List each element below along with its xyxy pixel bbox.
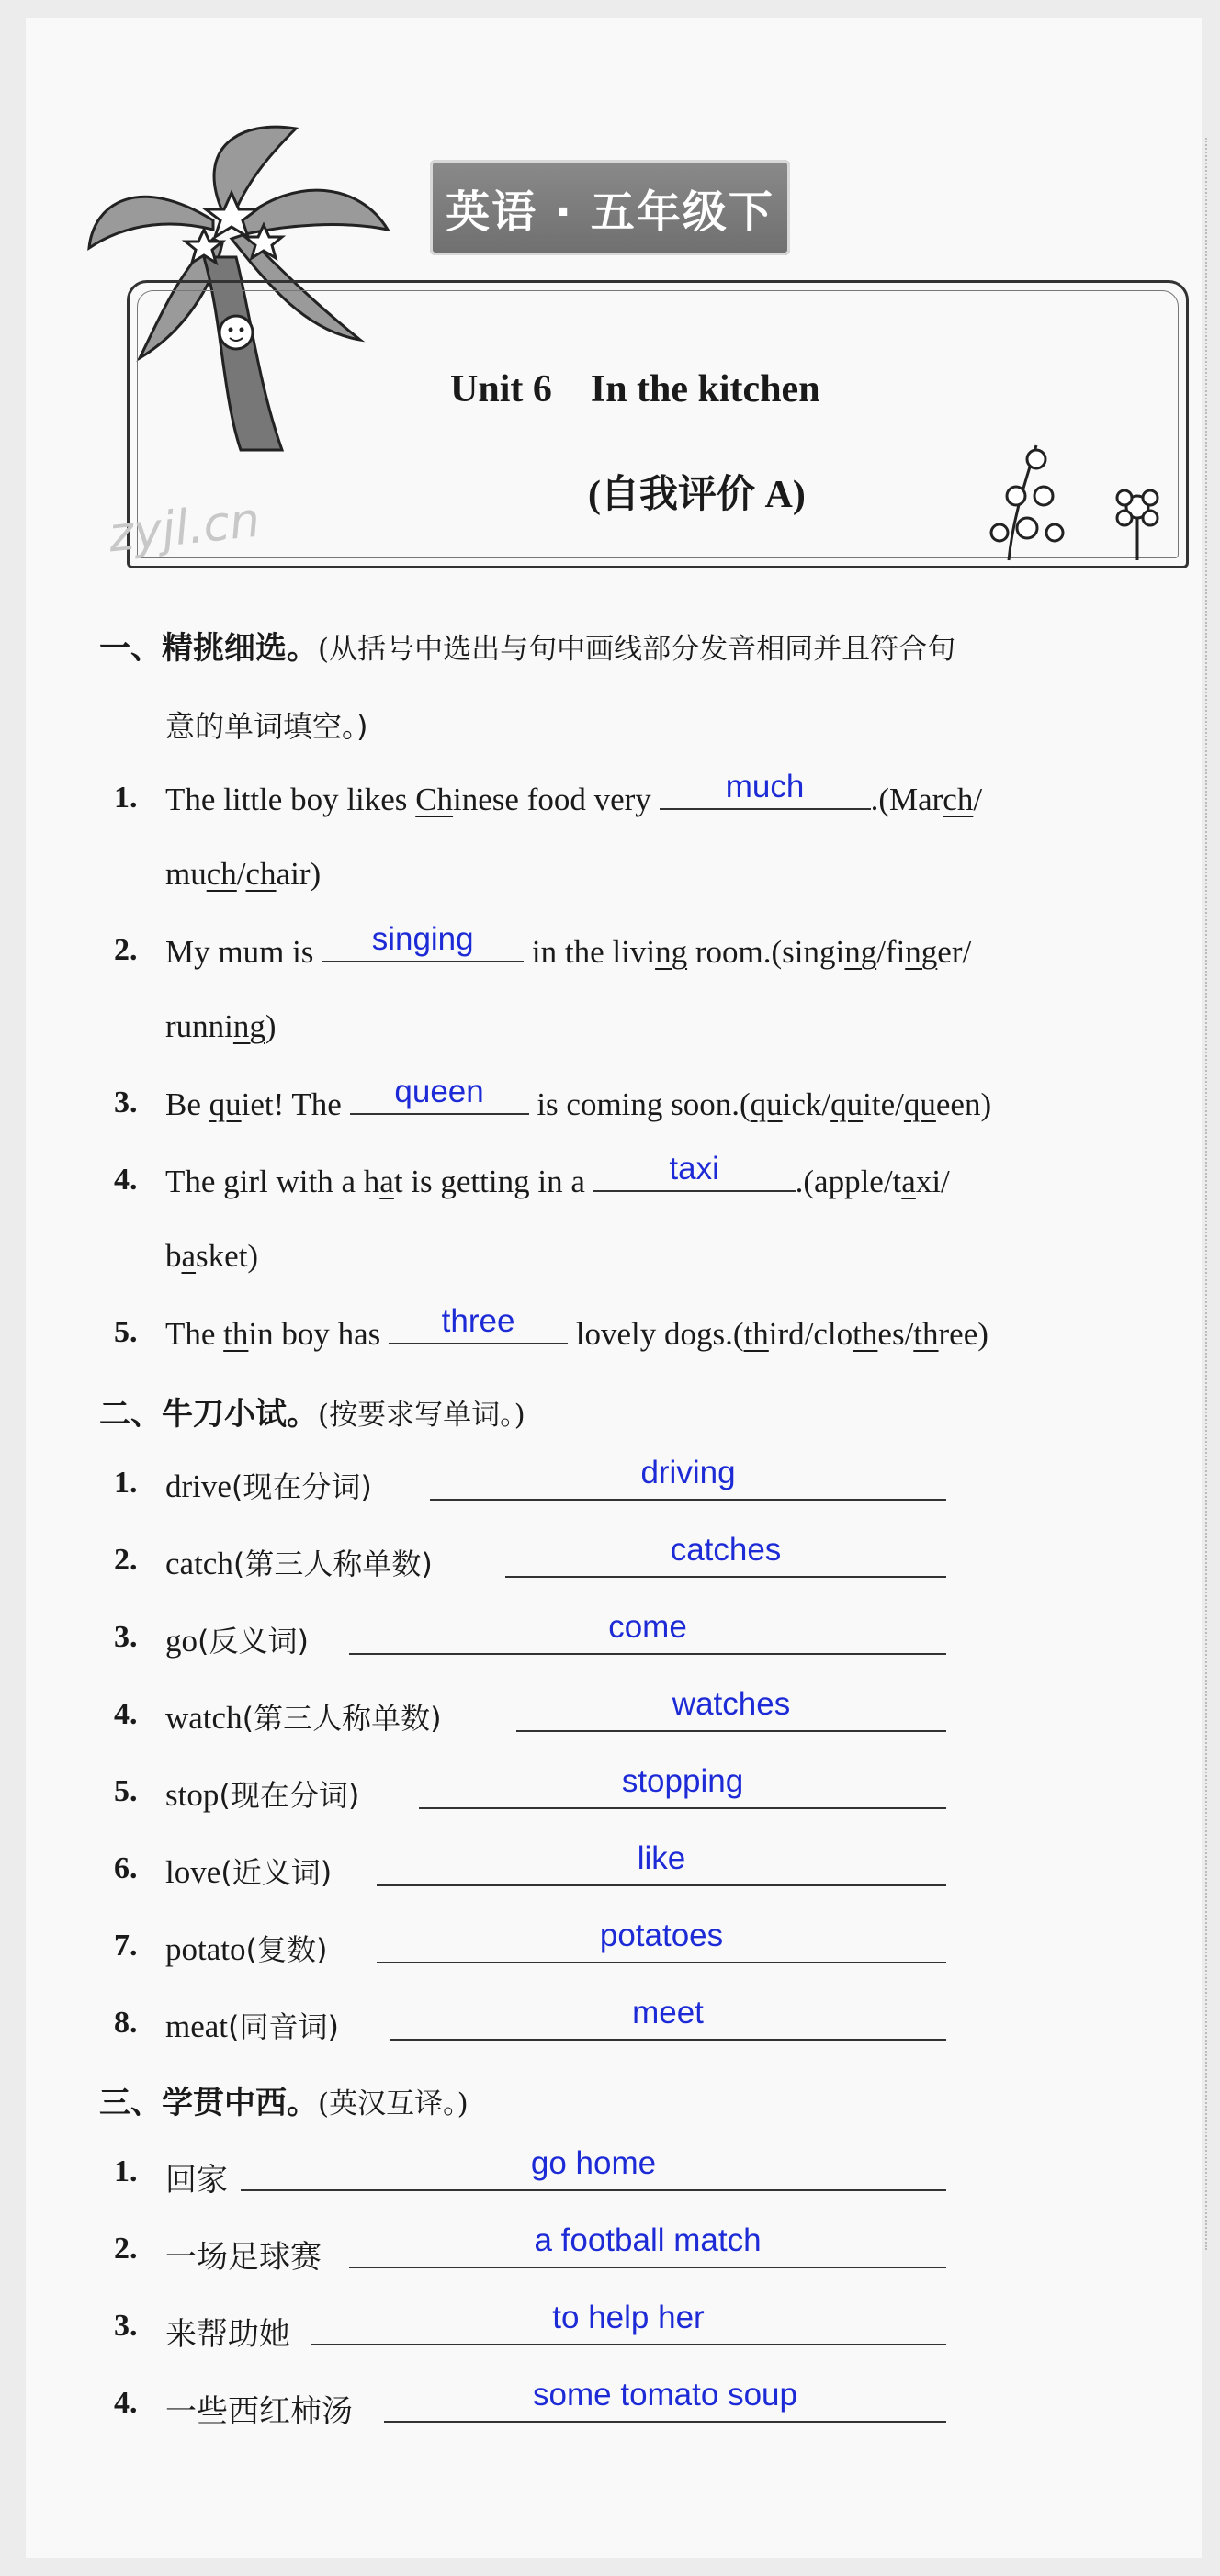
underlined-sound: ng bbox=[655, 934, 688, 970]
s2-item5-answer-line[interactable] bbox=[419, 1807, 946, 1809]
s1-item3-answer: queen bbox=[394, 1074, 484, 1109]
s1-item2-answer: singing bbox=[371, 921, 474, 957]
text: My mum is bbox=[165, 934, 314, 970]
s2-item1-prompt bbox=[165, 1464, 372, 1506]
section3-title: 三、学贯中西。 bbox=[99, 2085, 318, 2121]
s2-item8-answer-line[interactable] bbox=[390, 2039, 946, 2041]
s2-item6-answer-line[interactable] bbox=[377, 1884, 946, 1886]
word: love bbox=[165, 1854, 221, 1890]
text: ick/ bbox=[782, 1086, 831, 1122]
text: / bbox=[973, 782, 983, 817]
text: ird/clo bbox=[768, 1316, 853, 1352]
s3-item2-answer-line[interactable] bbox=[349, 2267, 946, 2268]
text: Be bbox=[165, 1086, 209, 1122]
s2-item2-prompt bbox=[165, 1541, 433, 1583]
text: b bbox=[165, 1238, 182, 1274]
text: in the livi bbox=[531, 934, 656, 970]
s2-item7-prompt bbox=[165, 1927, 327, 1969]
underlined-sound: Ch bbox=[415, 782, 454, 817]
text: /fi bbox=[876, 934, 906, 970]
s1-item1-sentence bbox=[165, 769, 983, 818]
hint: (反义词) bbox=[198, 1624, 309, 1659]
underlined-sound: qu bbox=[903, 1086, 936, 1122]
grade-banner: 英语 · 五年级下 bbox=[430, 160, 790, 255]
underlined-sound: qu bbox=[750, 1086, 783, 1122]
underlined-sound: ch bbox=[206, 856, 237, 892]
text: ree) bbox=[938, 1316, 988, 1352]
text: een) bbox=[935, 1086, 992, 1122]
section2-heading bbox=[99, 1389, 525, 1434]
s2-item8-answer: meet bbox=[632, 1995, 704, 2030]
hint: (复数) bbox=[245, 1932, 328, 1967]
s1-item5-blank[interactable] bbox=[389, 1303, 568, 1344]
s2-item1-answer: driving bbox=[640, 1455, 736, 1490]
text: xi/ bbox=[915, 1164, 950, 1199]
s2-item4-number: 4. bbox=[114, 1697, 138, 1731]
s3-item3-answer-line[interactable] bbox=[311, 2344, 946, 2345]
underlined-sound: a bbox=[181, 1238, 197, 1274]
hint: (同音词) bbox=[228, 2009, 340, 2044]
hint: (第三人称单数) bbox=[232, 1547, 433, 1581]
text: ite/ bbox=[863, 1086, 904, 1122]
s2-item2-number: 2. bbox=[114, 1543, 138, 1577]
text: runni bbox=[165, 1008, 233, 1044]
s1-item4-sentence bbox=[165, 1151, 950, 1200]
s3-item2-number: 2. bbox=[114, 2232, 138, 2266]
s2-item3-answer: come bbox=[608, 1609, 687, 1645]
underlined-sound: ch bbox=[245, 856, 277, 892]
flowers-illustration bbox=[972, 441, 1192, 565]
s3-item2-prompt: 一场足球赛 bbox=[165, 2239, 322, 2276]
word: meat bbox=[165, 2008, 229, 2044]
s2-item8-prompt bbox=[165, 2004, 339, 2046]
underlined-sound: ch bbox=[943, 782, 974, 817]
s1-item5-answer: three bbox=[441, 1303, 515, 1339]
s1-item5-number: 5. bbox=[114, 1315, 138, 1349]
hint: (第三人称单数) bbox=[242, 1701, 442, 1736]
text: lovely dogs.( bbox=[575, 1316, 744, 1352]
text: air) bbox=[276, 856, 322, 892]
section3-heading bbox=[99, 2077, 469, 2122]
text: .(apple/t bbox=[795, 1164, 902, 1199]
section2-instruction: (按要求写单词。) bbox=[318, 1399, 525, 1432]
unit-subtitle: (自我评价 A) bbox=[588, 474, 806, 516]
s2-item1-answer-line[interactable] bbox=[430, 1499, 946, 1501]
s1-item5-sentence bbox=[165, 1303, 988, 1353]
s2-item6-number: 6. bbox=[114, 1851, 138, 1885]
s1-item3-sentence bbox=[165, 1074, 992, 1123]
underlined-sound: th bbox=[223, 1316, 249, 1352]
s2-item2-answer-line[interactable] bbox=[505, 1576, 946, 1578]
s3-item1-answer: go home bbox=[530, 2145, 657, 2181]
underlined-sound: qu bbox=[209, 1086, 242, 1122]
underlined-sound: ng bbox=[232, 1008, 265, 1044]
unit-title: Unit 6 In the kitchen bbox=[450, 368, 820, 411]
s2-item8-number: 8. bbox=[114, 2006, 138, 2040]
s2-item3-answer-line[interactable] bbox=[349, 1653, 946, 1655]
text: er/ bbox=[937, 934, 972, 970]
s3-item4-answer: some tomato soup bbox=[533, 2377, 797, 2413]
margin-dotted-line bbox=[1205, 138, 1207, 2250]
s1-item2-blank[interactable] bbox=[322, 921, 524, 962]
text: mu bbox=[165, 856, 207, 892]
s2-item5-number: 5. bbox=[114, 1774, 138, 1808]
text: The bbox=[165, 1316, 224, 1352]
s2-item7-answer-line[interactable] bbox=[377, 1962, 946, 1963]
word: catch bbox=[165, 1546, 233, 1581]
s1-item4-blank[interactable] bbox=[593, 1151, 796, 1192]
text: The girl with a h bbox=[165, 1164, 380, 1199]
text: inese food very bbox=[453, 782, 651, 817]
text: es/ bbox=[877, 1316, 914, 1352]
text: sket) bbox=[196, 1238, 259, 1274]
s3-item3-prompt: 来帮助她 bbox=[165, 2316, 290, 2353]
s1-item1-answer: much bbox=[725, 769, 805, 804]
hint: (现在分词) bbox=[219, 1778, 360, 1813]
underlined-sound: th bbox=[853, 1316, 878, 1352]
underlined-sound: th bbox=[743, 1316, 769, 1352]
text: in boy has bbox=[248, 1316, 381, 1352]
s3-item1-prompt: 回家 bbox=[165, 2162, 228, 2199]
section2-title: 二、牛刀小试。 bbox=[99, 1396, 318, 1433]
s3-item3-answer: to help her bbox=[552, 2300, 705, 2335]
s1-item2-options-cont bbox=[165, 1008, 277, 1045]
section3-instruction: (英汉互译。) bbox=[318, 2087, 469, 2120]
s2-item3-number: 3. bbox=[114, 1620, 138, 1654]
s2-item6-prompt bbox=[165, 1850, 332, 1892]
section1-instruction-cont: 意的单词填空。) bbox=[165, 709, 368, 744]
s2-item4-answer: watches bbox=[672, 1686, 791, 1722]
underlined-sound: a bbox=[901, 1164, 916, 1199]
text: .(Mar bbox=[870, 782, 943, 817]
word: potato bbox=[165, 1931, 246, 1967]
s2-item4-prompt bbox=[165, 1695, 442, 1738]
word: go bbox=[165, 1623, 198, 1659]
text: room.(singi bbox=[687, 934, 845, 970]
s1-item3-number: 3. bbox=[114, 1086, 138, 1119]
s1-item4-number: 4. bbox=[114, 1163, 138, 1197]
underlined-sound: ng bbox=[844, 934, 877, 970]
site-watermark: zyjl.cn bbox=[106, 492, 263, 564]
s2-item2-answer: catches bbox=[670, 1532, 782, 1568]
s1-item2-sentence bbox=[165, 921, 972, 971]
s2-item5-answer: stopping bbox=[621, 1763, 744, 1799]
text: is coming soon.( bbox=[537, 1086, 751, 1122]
text: iet! The bbox=[241, 1086, 342, 1122]
word: drive bbox=[165, 1468, 232, 1504]
s3-item4-answer-line[interactable] bbox=[384, 2421, 946, 2423]
s2-item6-answer: like bbox=[637, 1840, 686, 1876]
s1-item3-blank[interactable] bbox=[350, 1074, 529, 1115]
s2-item7-answer: potatoes bbox=[599, 1918, 724, 1953]
s2-item4-answer-line[interactable] bbox=[516, 1730, 946, 1732]
section1-instruction: (从括号中选出与句中画线部分发音相同并且符合句 bbox=[318, 633, 956, 666]
s1-item4-answer: taxi bbox=[669, 1151, 719, 1187]
s3-item1-number: 1. bbox=[114, 2154, 138, 2188]
s2-item5-prompt bbox=[165, 1772, 359, 1815]
s2-item1-number: 1. bbox=[114, 1466, 138, 1500]
s1-item1-number: 1. bbox=[114, 781, 138, 815]
underlined-sound: th bbox=[913, 1316, 939, 1352]
text: / bbox=[236, 856, 246, 892]
hint: (近义词) bbox=[220, 1855, 333, 1890]
s3-item2-answer: a football match bbox=[534, 2222, 762, 2258]
text: ) bbox=[265, 1008, 277, 1044]
underlined-sound: ng bbox=[905, 934, 938, 970]
s3-item3-number: 3. bbox=[114, 2309, 138, 2343]
s1-item4-options-cont bbox=[165, 1238, 258, 1275]
s3-item1-answer-line[interactable] bbox=[241, 2189, 946, 2191]
text: t is getting in a bbox=[393, 1164, 585, 1199]
word: stop bbox=[165, 1777, 220, 1813]
s2-item7-number: 7. bbox=[114, 1929, 138, 1963]
s1-item2-number: 2. bbox=[114, 933, 138, 967]
s2-item3-prompt bbox=[165, 1618, 309, 1660]
s1-item1-blank[interactable] bbox=[660, 769, 871, 810]
section1-title: 一、精挑细选。 bbox=[99, 630, 318, 667]
underlined-sound: qu bbox=[830, 1086, 864, 1122]
word: watch bbox=[165, 1700, 243, 1736]
s1-item1-options-cont bbox=[165, 856, 321, 893]
section1-heading bbox=[99, 623, 955, 668]
s3-item4-prompt: 一些西红柿汤 bbox=[165, 2393, 353, 2430]
s3-item4-number: 4. bbox=[114, 2386, 138, 2420]
text: The little boy likes bbox=[165, 782, 416, 817]
hint: (现在分词) bbox=[231, 1469, 372, 1504]
underlined-sound: a bbox=[379, 1164, 394, 1199]
